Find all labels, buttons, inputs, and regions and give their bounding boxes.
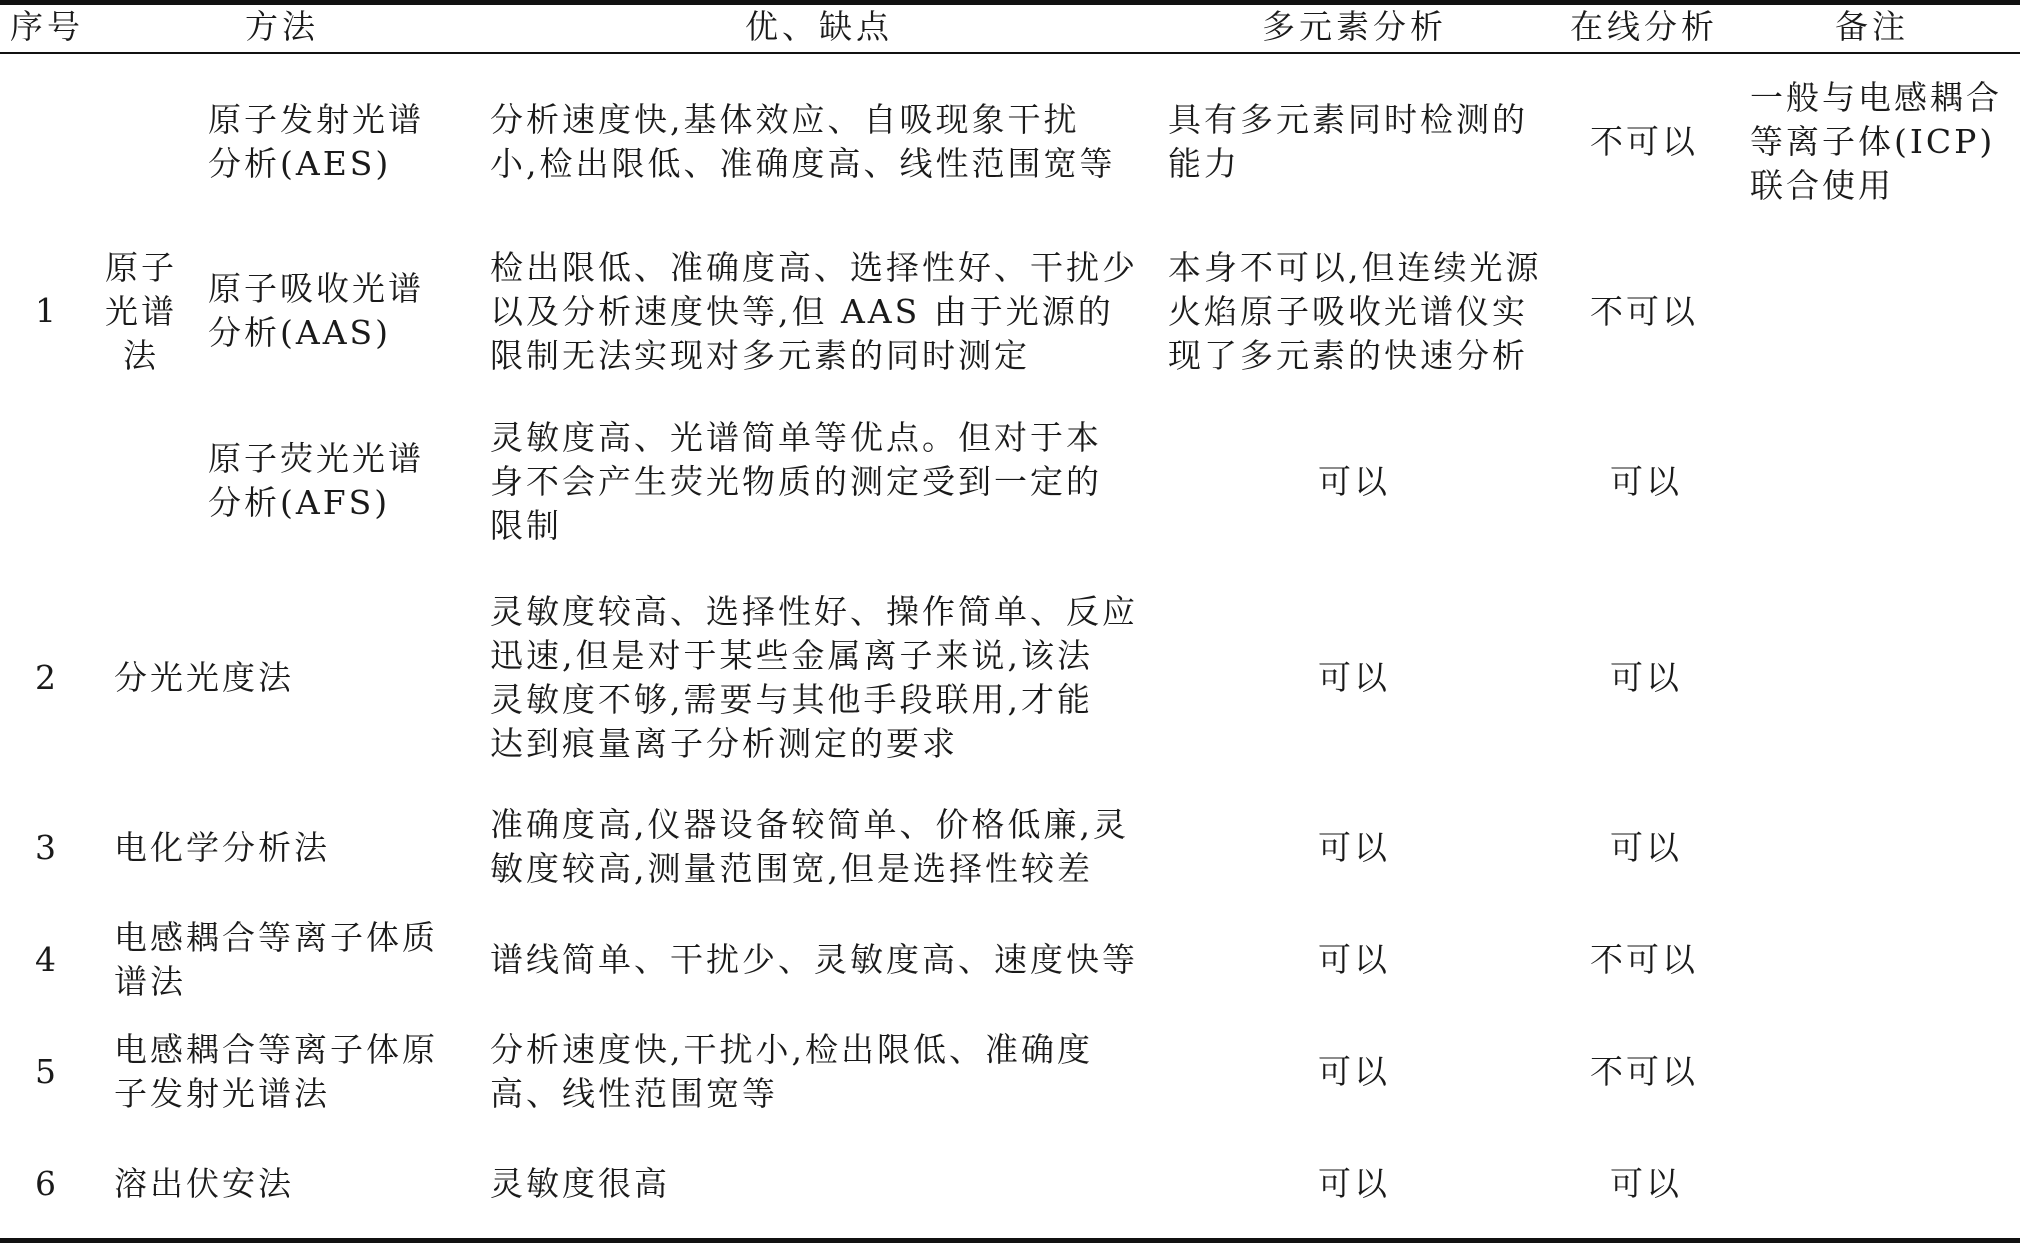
row-index: 4 <box>35 940 59 979</box>
online-cell: 可以 <box>1610 1164 1682 1203</box>
online-cell: 可以 <box>1610 828 1682 867</box>
online-cell: 可以 <box>1610 658 1682 697</box>
header-index: 序号 <box>10 7 84 46</box>
pros-cons-cell: 小,检出限低、准确度高、线性范围宽等 <box>490 144 1116 183</box>
multi-element-cell: 能力 <box>1168 144 1240 183</box>
multi-element-cell: 可以 <box>1318 1164 1390 1203</box>
row-index: 2 <box>35 658 59 697</box>
method-cell: 原子吸收光谱 <box>208 269 424 308</box>
pros-cons-cell: 谱线简单、干扰少、灵敏度高、速度快等 <box>490 940 1138 979</box>
pros-cons-cell: 限制无法实现对多元素的同时测定 <box>490 336 1030 375</box>
header-method: 方法 <box>245 7 319 46</box>
online-cell: 不可以 <box>1590 292 1698 331</box>
header-multi-element: 多元素分析 <box>1262 7 1447 46</box>
method-cell: 电化学分析法 <box>114 828 330 867</box>
online-cell: 不可以 <box>1590 940 1698 979</box>
online-cell: 可以 <box>1610 462 1682 501</box>
pros-cons-cell: 达到痕量离子分析测定的要求 <box>490 724 958 763</box>
note-cell: 联合使用 <box>1750 166 1894 205</box>
method-cell: 分析(AES) <box>208 144 392 183</box>
method-cell: 原子荧光光谱 <box>208 439 424 478</box>
row-index: 5 <box>35 1052 59 1091</box>
multi-element-cell: 可以 <box>1318 462 1390 501</box>
method-cell: 分析(AFS) <box>208 483 391 522</box>
multi-element-cell: 可以 <box>1318 940 1390 979</box>
online-cell: 不可以 <box>1590 1052 1698 1091</box>
pros-cons-cell: 检出限低、准确度高、选择性好、干扰少 <box>490 248 1138 287</box>
pros-cons-cell: 灵敏度很高 <box>490 1164 670 1203</box>
pros-cons-cell: 灵敏度不够,需要与其他手段联用,才能 <box>490 680 1093 719</box>
method-cell: 子发射光谱法 <box>114 1074 330 1113</box>
note-cell: 一般与电感耦合 <box>1750 78 2002 117</box>
multi-element-cell: 本身不可以,但连续光源 <box>1168 248 1542 287</box>
pros-cons-cell: 敏度较高,测量范围宽,但是选择性较差 <box>490 849 1093 888</box>
note-cell: 等离子体(ICP) <box>1750 122 1996 161</box>
header-pros-cons: 优、缺点 <box>745 7 893 46</box>
method-cell: 电感耦合等离子体质 <box>114 918 438 957</box>
pros-cons-cell: 以及分析速度快等,但 AAS 由于光源的 <box>490 292 1114 331</box>
pros-cons-cell: 灵敏度较高、选择性好、操作简单、反应 <box>490 592 1138 631</box>
header-online: 在线分析 <box>1570 7 1718 46</box>
multi-element-cell: 可以 <box>1318 658 1390 697</box>
category-line: 法 <box>123 336 159 375</box>
pros-cons-cell: 分析速度快,基体效应、自吸现象干扰 <box>490 100 1080 139</box>
pros-cons-cell: 限制 <box>490 506 562 545</box>
method-cell: 电感耦合等离子体原 <box>114 1030 438 1069</box>
pros-cons-cell: 身不会产生荧光物质的测定受到一定的 <box>490 462 1102 501</box>
pros-cons-cell: 迅速,但是对于某些金属离子来说,该法 <box>490 636 1093 675</box>
pros-cons-cell: 准确度高,仪器设备较简单、价格低廉,灵 <box>490 805 1129 844</box>
row-index-1: 1 <box>35 291 59 330</box>
table-bottom-rule <box>0 1238 2020 1243</box>
method-cell: 溶出伏安法 <box>114 1164 294 1203</box>
pros-cons-cell: 分析速度快,干扰小,检出限低、准确度 <box>490 1030 1093 1069</box>
multi-element-cell: 可以 <box>1318 828 1390 867</box>
category-line: 光谱 <box>105 292 177 331</box>
multi-element-cell: 火焰原子吸收光谱仪实 <box>1168 292 1528 331</box>
online-cell: 不可以 <box>1590 122 1698 161</box>
multi-element-cell: 可以 <box>1318 1052 1390 1091</box>
row-index: 3 <box>35 828 59 867</box>
category-line: 原子 <box>105 248 177 287</box>
table-header-rule <box>0 52 2020 54</box>
row-index: 6 <box>35 1164 59 1203</box>
header-note: 备注 <box>1835 7 1909 46</box>
method-cell: 分光光度法 <box>114 658 294 697</box>
method-cell: 原子发射光谱 <box>208 100 424 139</box>
method-cell: 分析(AAS) <box>208 313 392 352</box>
multi-element-cell: 现了多元素的快速分析 <box>1168 336 1528 375</box>
pros-cons-cell: 高、线性范围宽等 <box>490 1074 778 1113</box>
pros-cons-cell: 灵敏度高、光谱简单等优点。但对于本 <box>490 418 1102 457</box>
method-cell: 谱法 <box>114 962 186 1001</box>
multi-element-cell: 具有多元素同时检测的 <box>1168 100 1528 139</box>
